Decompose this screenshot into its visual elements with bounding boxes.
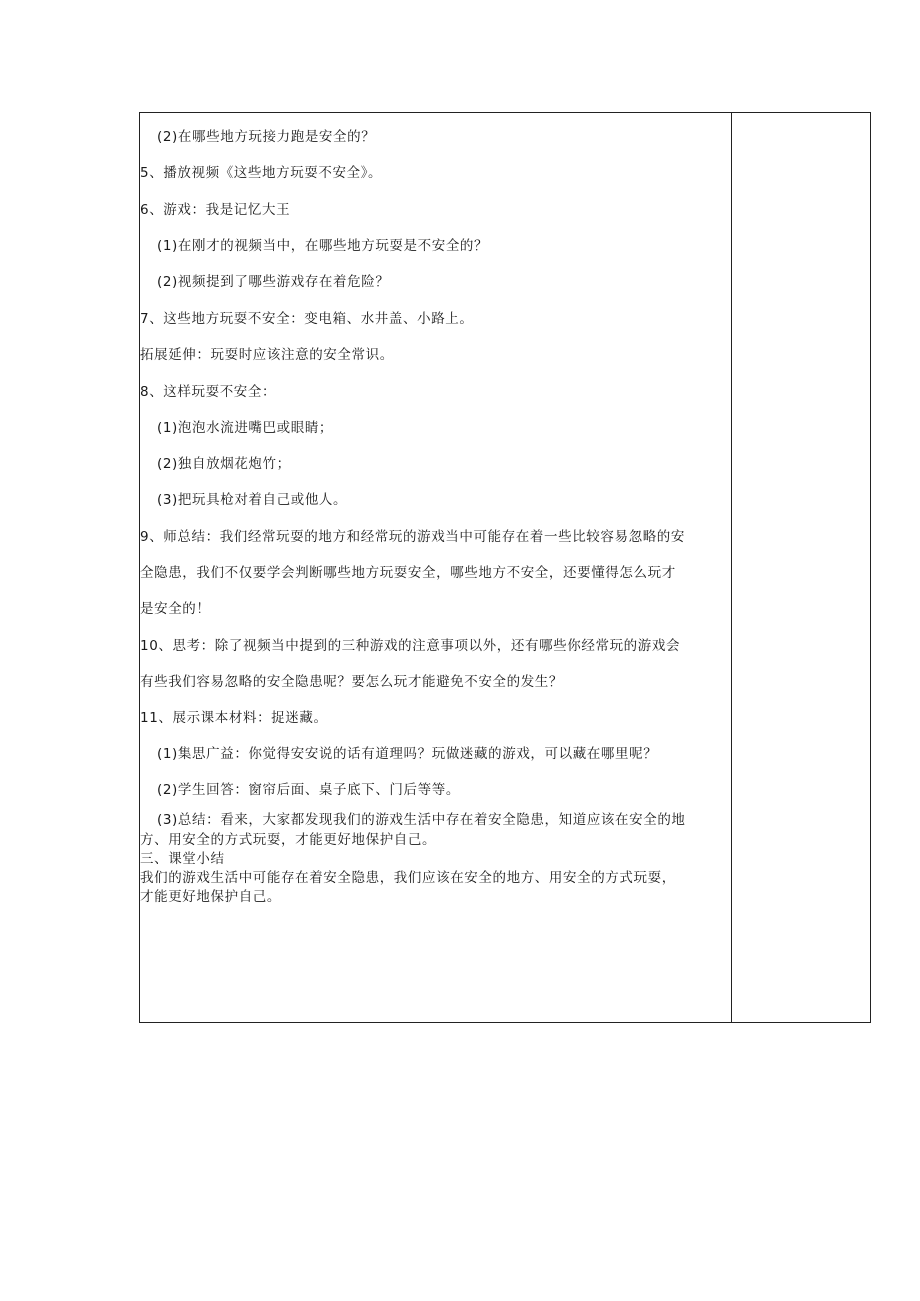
lesson-table	[139, 112, 871, 1023]
text-line: 有些我们容易忽略的安全隐患呢？要怎么玩才能避免不安全的发生？	[140, 674, 563, 690]
text-line: (2)在哪些地方玩接力跑是安全的？	[157, 129, 376, 145]
text-line: 方、用安全的方式玩耍，才能更好地保护自己。	[140, 832, 437, 848]
text-line: 是安全的！	[140, 601, 211, 617]
text-line: (3)把玩具枪对着自己或他人。	[157, 492, 348, 508]
text-line: 我们的游戏生活中可能存在着安全隐患，我们应该在安全的地方、用安全的方式玩耍，	[140, 870, 676, 886]
text-line: 9、师总结：我们经常玩耍的地方和经常玩的游戏当中可能存在着一些比较容易忽略的安	[140, 529, 685, 545]
text-line: (1)在刚才的视频当中，在哪些地方玩耍是不安全的？	[157, 238, 489, 254]
text-line: (1)集思广益：你觉得安安说的话有道理吗？玩做迷藏的游戏，可以藏在哪里呢？	[157, 746, 658, 762]
text-line: 全隐患，我们不仅要学会判断哪些地方玩耍安全，哪些地方不安全，还要懂得怎么玩才	[140, 565, 676, 581]
text-line: 10、思考：除了视频当中提到的三种游戏的注意事项以外，还有哪些你经常玩的游戏会	[140, 638, 681, 654]
text-line: 7、这些地方玩耍不安全：变电箱、水井盖、小路上。	[140, 311, 474, 327]
text-line: (2)学生回答：窗帘后面、桌子底下、门后等等。	[157, 782, 460, 798]
text-line: 11、展示课本材料：捉迷藏。	[140, 710, 328, 726]
lesson-content-cell	[140, 113, 732, 1022]
text-line: 8、这样玩耍不安全：	[140, 384, 277, 400]
text-line: 6、游戏：我是记忆大王	[140, 202, 291, 218]
text-line: (2)视频提到了哪些游戏存在着危险？	[157, 274, 390, 290]
text-line: (2)独自放烟花炮竹；	[157, 456, 291, 472]
notes-cell	[732, 113, 870, 1022]
text-line: 拓展延伸：玩耍时应该注意的安全常识。	[140, 347, 394, 363]
text-line: 才能更好地保护自己。	[140, 889, 281, 905]
text-line: (1)泡泡水流进嘴巴或眼睛；	[157, 420, 334, 436]
text-line: (3)总结：看来，大家都发现我们的游戏生活中存在着安全隐患，知道应该在安全的地	[157, 812, 686, 828]
section-heading: 三、课堂小结	[140, 851, 225, 867]
text-line: 5、播放视频《这些地方玩耍不安全》。	[140, 165, 383, 181]
